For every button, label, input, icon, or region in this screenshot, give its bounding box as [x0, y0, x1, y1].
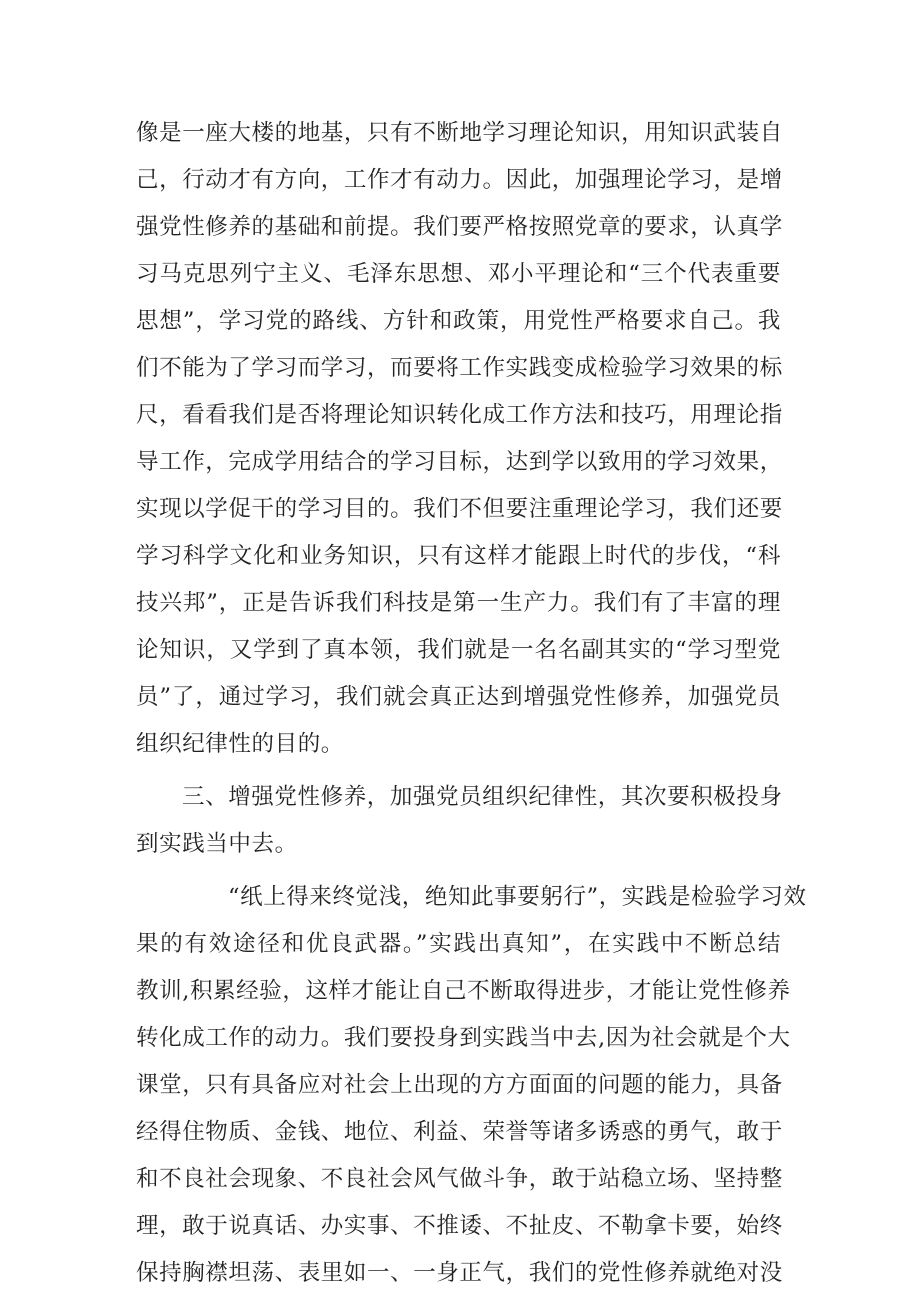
paragraph-theory-study [136, 110, 781, 768]
text-line: 果的有效途径和优良武器。”实践出真知”，在实践中不断总结 [136, 931, 781, 957]
text-line: 课堂，只有具备应对社会上出现的方方面面的问题的能力，具备 [136, 1072, 783, 1098]
text-line: 像是一座大楼的地基，只有不断地学习理论知识，用知识武装自 [136, 120, 783, 146]
text-line: 理，敢于说真话、办实事、不推诿、不扯皮、不勒拿卡要，始终 [136, 1213, 783, 1239]
section-heading-practice [136, 774, 781, 868]
paragraph-practice [136, 874, 807, 1297]
text-line: 经得住物质、金钱、地位、利益、荣誉等诸多诱惑的勇气，敢于 [136, 1119, 783, 1145]
section-heading-line: 到实践当中去。 [136, 831, 298, 857]
text-line: 论知识，又学到了真本领，我们就是一名名副其实的“学习型党 [136, 637, 781, 663]
text-line: 习马克思列宁主义、毛泽东思想、邓小平理论和“三个代表重要 [136, 261, 781, 287]
text-line: 导工作，完成学用结合的学习目标，达到学以致用的学习效果， [136, 449, 783, 475]
text-line: 和不良社会现象、不良社会风气做斗争，敢于站稳立场、坚持整 [136, 1166, 783, 1192]
text-line: 转化成工作的动力。我们要投身到实践当中去,因为社会就是个大 [136, 1025, 791, 1051]
text-line: 教训,积累经验，这样才能让自己不断取得进步，才能让党性修养 [136, 978, 791, 1004]
text-line: 实现以学促干的学习目的。我们不但要注重理论学习，我们还要 [136, 496, 783, 522]
text-line: 思想”，学习党的路线、方针和政策，用党性严格要求自己。我 [136, 308, 781, 334]
text-line: 员”了，通过学习，我们就会真正达到增强党性修养，加强党员 [136, 684, 781, 710]
text-line: 强党性修养的基础和前提。我们要严格按照党章的要求，认真学 [136, 214, 783, 240]
text-line: 学习科学文化和业务知识，只有这样才能跟上时代的步伐，“科 [136, 543, 781, 569]
text-line: 己，行动才有方向，工作才有动力。因此，加强理论学习，是增 [136, 167, 783, 193]
text-line: 尺，看看我们是否将理论知识转化成工作方法和技巧，用理论指 [136, 402, 783, 428]
text-line: 技兴邦”，正是告诉我们科技是第一生产力。我们有了丰富的理 [136, 590, 781, 616]
text-line: 组织纪律性的目的。 [136, 731, 344, 757]
text-line: 们不能为了学习而学习，而要将工作实践变成检验学习效果的标 [136, 355, 783, 381]
section-heading-line: 三、增强党性修养，加强党员组织纪律性，其次要积极投身 [182, 784, 783, 810]
text-line: “纸上得来终觉浅，绝知此事要躬行”，实践是检验学习效 [228, 884, 807, 910]
text-line: 保持胸襟坦荡、表里如一、一身正气，我们的党性修养就绝对没 [136, 1260, 783, 1286]
document-body [136, 110, 807, 1297]
